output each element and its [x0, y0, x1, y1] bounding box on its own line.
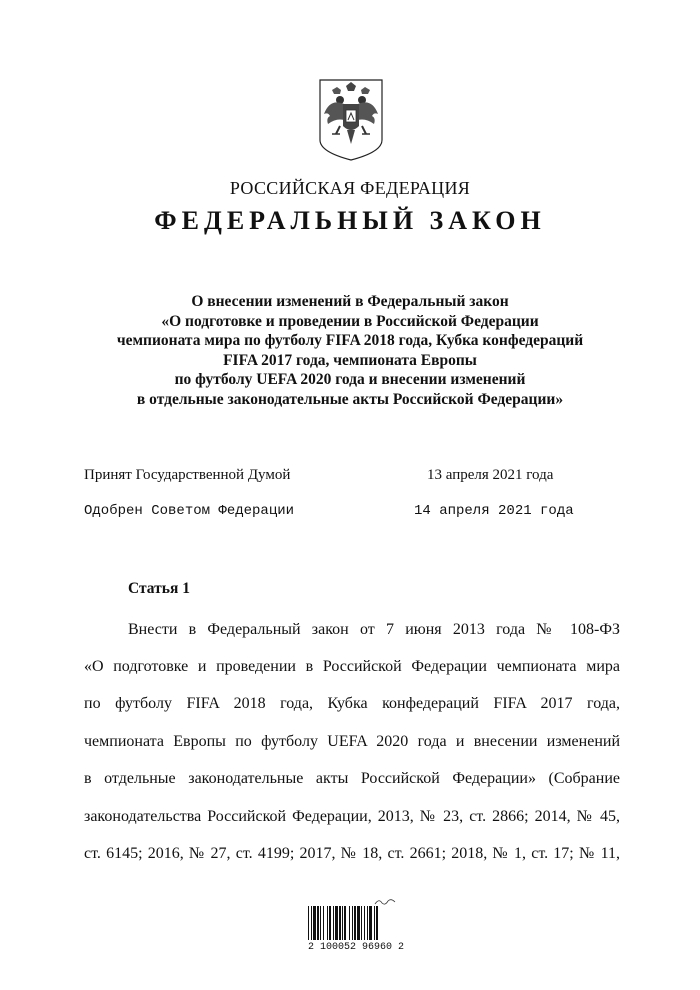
barcode-bar: [308, 906, 309, 940]
barcode-bar: [342, 906, 343, 940]
article-line: «О подготовке и проведении в Российской Федерации чемпионата мира: [84, 658, 620, 675]
document-barcode: [308, 898, 404, 958]
federation-approval-date: 14 апреля 2021 года: [414, 503, 574, 519]
barcode-bar: [333, 906, 334, 940]
barcode-bar: [354, 906, 356, 940]
barcode-bar: [311, 906, 312, 940]
law-title: [60, 292, 640, 409]
title-line: в отдельные законодательные акты Российской Федерации»: [136, 390, 564, 408]
barcode-bar: [357, 906, 360, 940]
barcode-bar: [313, 906, 316, 940]
title-line: FIFA 2017 года, чемпионата Европы: [223, 351, 477, 369]
barcode-bar: [364, 906, 365, 940]
barcode-bar: [361, 906, 362, 940]
article-heading: Статья 1: [128, 580, 190, 597]
barcode-bar: [335, 906, 338, 940]
duma-adoption-label: Принят Государственной Думой: [84, 467, 291, 483]
document-type: ФЕДЕРАЛЬНЫЙ ЗАКОН: [154, 206, 546, 235]
title-line: «О подготовке и проведении в Российской Федерации: [161, 312, 539, 330]
barcode-bar: [327, 906, 328, 940]
title-line: О внесении изменений в Федеральный закон: [191, 293, 509, 310]
barcode-bar: [320, 906, 321, 940]
title-line: по футболу UEFA 2020 года и внесении изменений: [174, 371, 526, 388]
barcode-bar: [374, 906, 375, 940]
barcode-bar: [329, 906, 331, 940]
article-line: по футболу FIFA 2018 года, Кубка конфедераций FIFA 2017 года,: [84, 695, 620, 712]
barcode-bar: [349, 906, 350, 940]
barcode-bar: [352, 906, 353, 940]
federation-approval-label: Одобрен Советом Федерации: [84, 503, 295, 519]
barcode-icon: [308, 906, 404, 940]
coat-of-arms-icon: [316, 78, 386, 162]
barcode-bar: [339, 906, 341, 940]
barcode-bar: [376, 906, 378, 940]
barcode-number: 2 100052 96960 2: [307, 942, 404, 953]
article-line: ст. 6145; 2016, № 27, ст. 4199; 2017, № 18, ст. 2661; 2018, № 1, ст. 17; № 11,: [84, 845, 620, 862]
barcode-bar: [369, 906, 372, 940]
duma-adoption-date: 13 апреля 2021 года: [427, 467, 554, 483]
barcode-bar: [344, 906, 346, 940]
article-line: в отдельные законодательные акты Российской Федерации» (Собрание: [84, 770, 620, 787]
barcode-bar: [317, 906, 319, 940]
title-line: чемпионата мира по футболу FIFA 2018 года, Кубка конфедераций: [116, 332, 584, 349]
barcode-bar: [323, 906, 324, 940]
barcode-bar: [367, 906, 368, 940]
article-line: чемпионата Европы по футболу UEFA 2020 года и внесении изменений: [84, 733, 620, 750]
country-name: РОССИЙСКАЯ ФЕДЕРАЦИЯ: [229, 178, 471, 198]
article-line: Внести в Федеральный закон от 7 июня 2013 года № 108-ФЗ: [128, 621, 620, 638]
article-line: законодательства Российской Федерации, 2013, № 23, ст. 2866; 2014, № 45,: [84, 808, 620, 825]
